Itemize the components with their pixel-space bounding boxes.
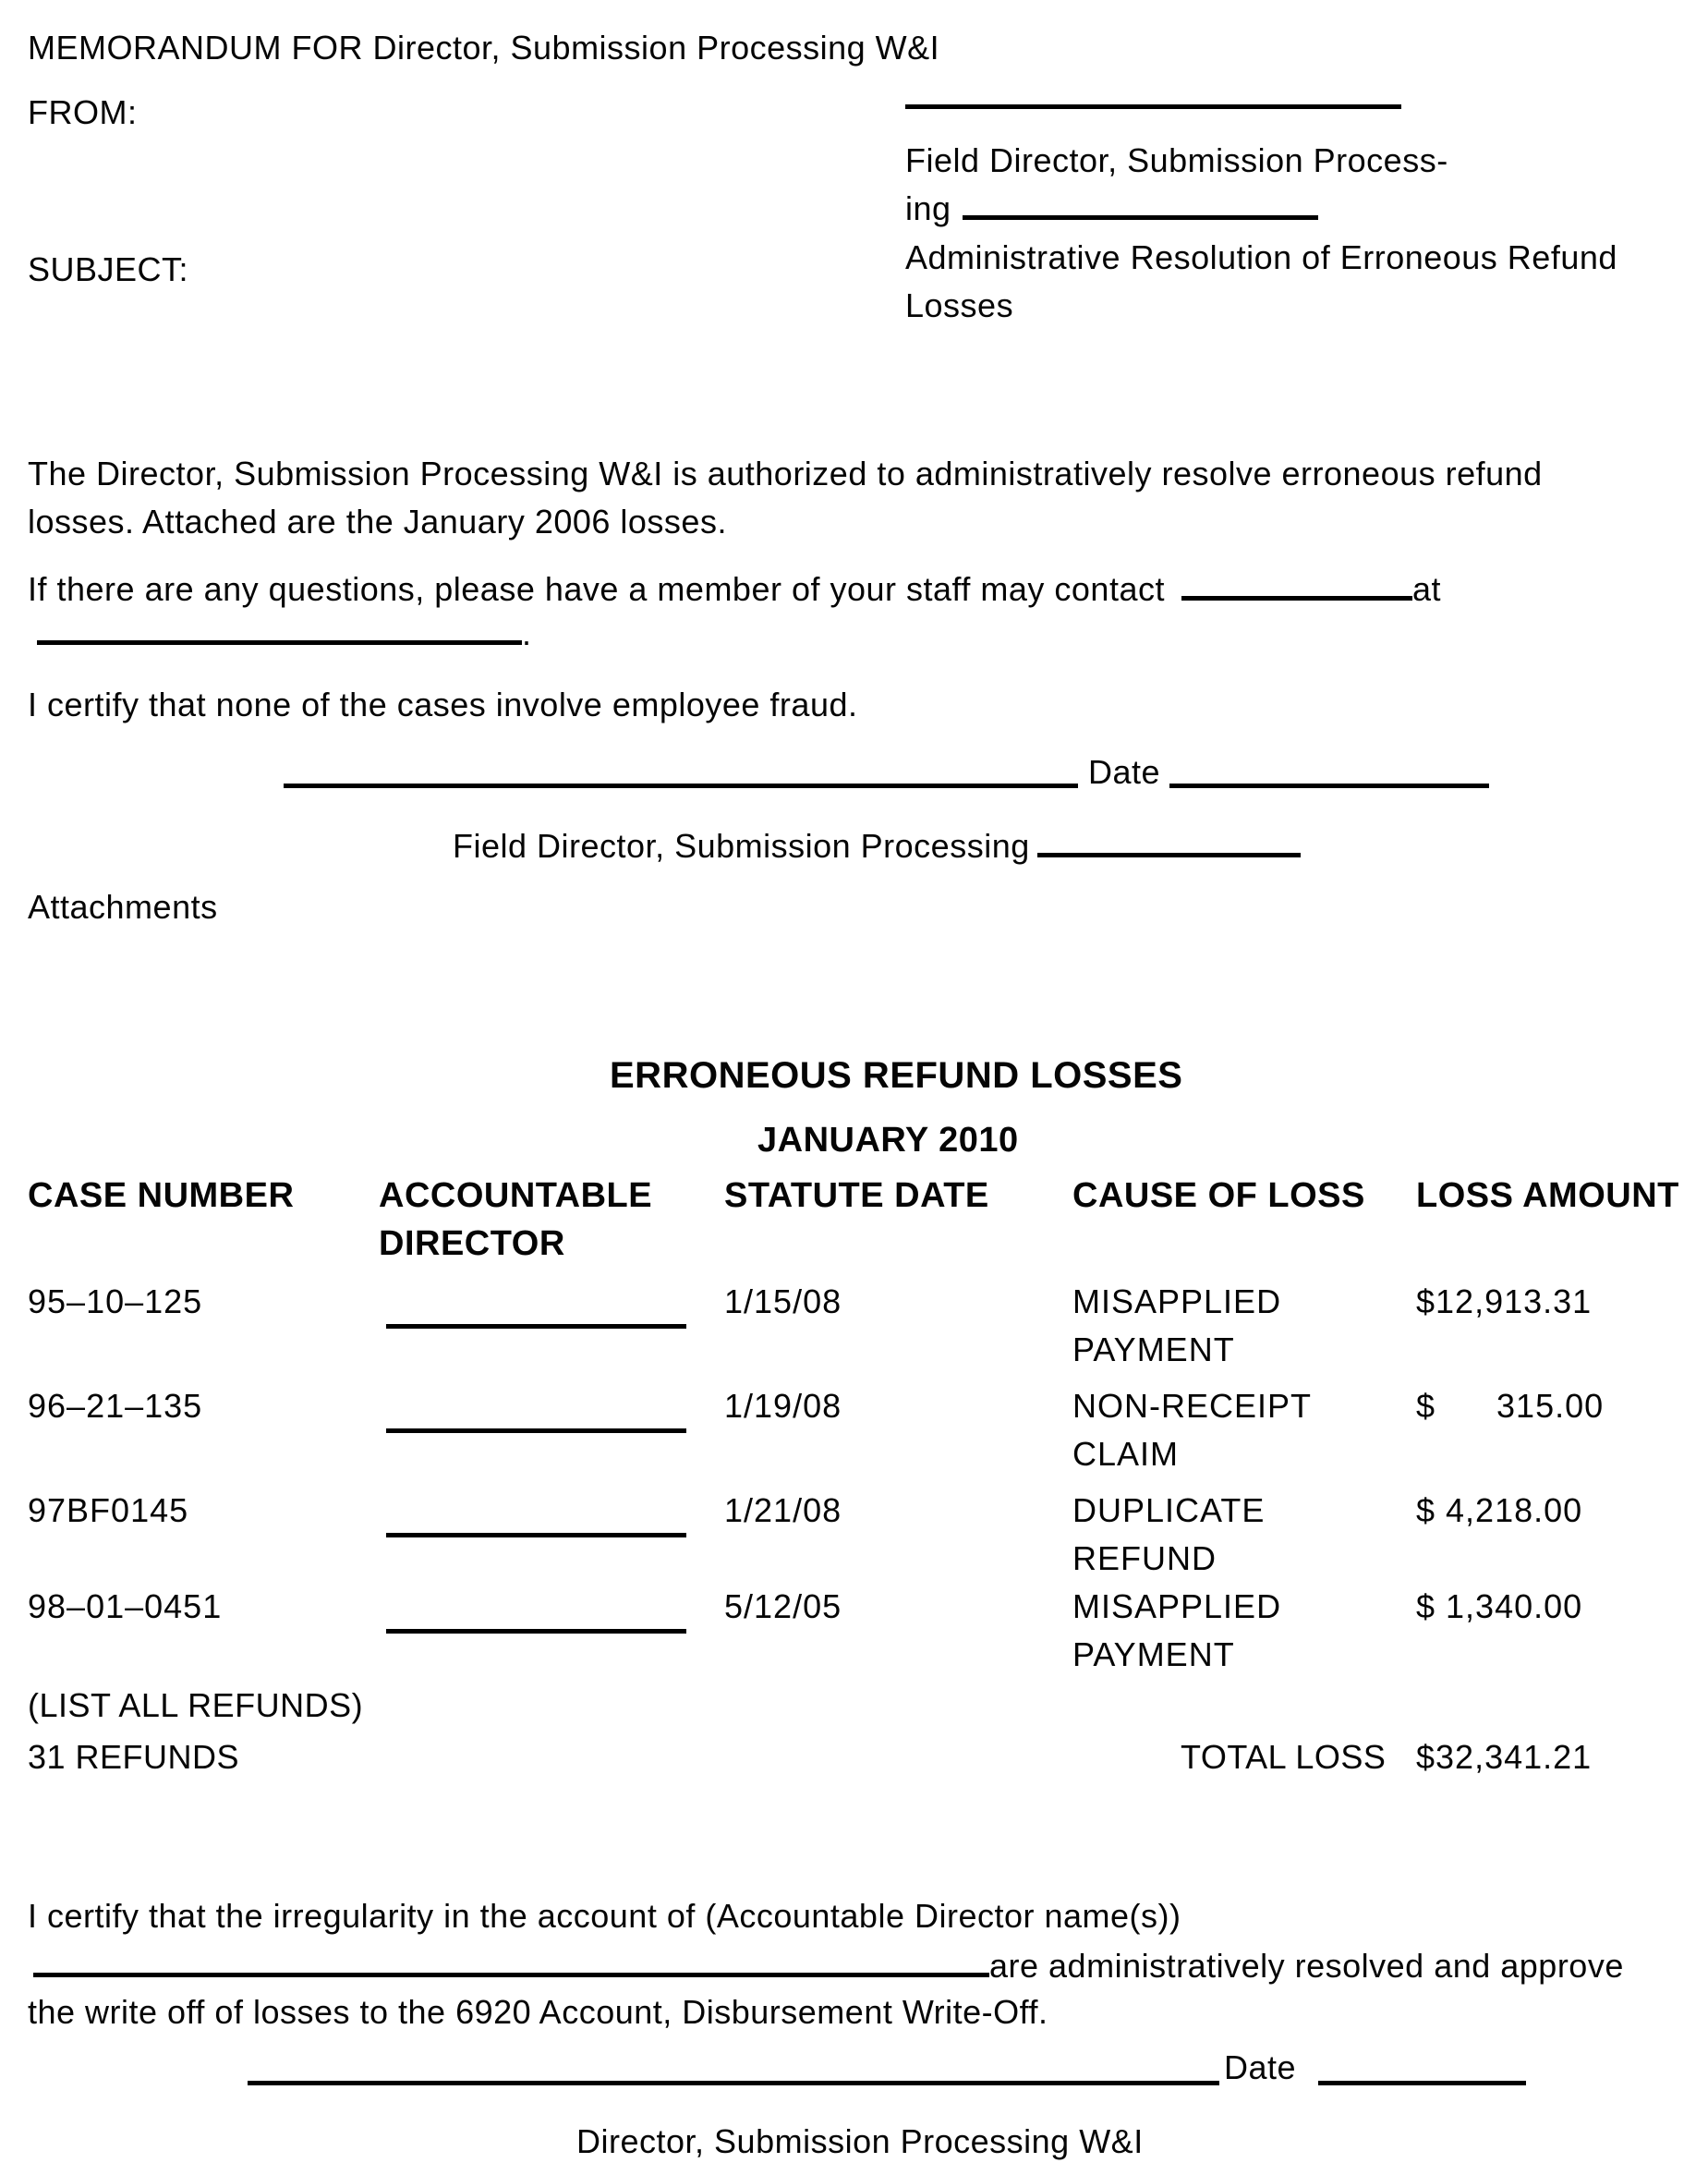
from-label: FROM:: [28, 93, 138, 131]
accountable-director-blank-line[interactable]: [386, 1533, 686, 1537]
attachments-label: Attachments: [28, 888, 218, 926]
phone-blank-terminator: .: [522, 614, 532, 652]
certify-irregularity-line3: the write off of losses to the 6920 Account, Disbursement Write-Off.: [28, 1993, 1048, 2031]
certify-irregularity-line1: I certify that the irregularity in the account of (Accountable Director name(s)): [28, 1897, 1181, 1935]
cause-of-loss-cell: MISAPPLIED PAYMENT: [1072, 1587, 1282, 1673]
questions-text: If there are any questions, please have a member of your staff may contact: [28, 570, 1165, 608]
cause-of-loss-cell: MISAPPLIED PAYMENT: [1072, 1282, 1282, 1368]
accountable-names-blank[interactable]: [33, 1945, 989, 1977]
memorandum-for-line: MEMORANDUM FOR Director, Submission Processing W&I: [28, 29, 940, 67]
date-blank-line[interactable]: [1169, 784, 1489, 788]
certify-resolved-suffix: are administratively resolved and approve: [989, 1947, 1624, 1985]
statute-date-cell: 5/12/05: [724, 1587, 842, 1625]
loss-amount-cell: $12,913.31: [1416, 1282, 1593, 1320]
accountable-director-blank-line[interactable]: [386, 1629, 686, 1634]
statute-date-cell: 1/19/08: [724, 1387, 842, 1425]
refund-count: 31 REFUNDS: [28, 1738, 240, 1776]
contact-name-blank[interactable]: [1181, 568, 1412, 601]
questions-paragraph: [28, 565, 1441, 614]
attachment-subtitle: JANUARY 2010: [757, 1121, 1019, 1160]
column-header-loss-amount: LOSS AMOUNT: [1416, 1176, 1679, 1215]
case-number-cell: 98–01–0451: [28, 1587, 223, 1625]
signature-title-blank[interactable]: [1037, 825, 1301, 857]
from-title-blank-line[interactable]: [963, 188, 1318, 220]
loss-amount-cell: $ 4,218.00: [1416, 1491, 1583, 1529]
date-label: Date: [1088, 753, 1161, 791]
field-director-signature-line[interactable]: [284, 784, 1078, 788]
director-date-blank-line[interactable]: [1318, 2081, 1526, 2085]
from-title-line2-text: ing: [905, 189, 951, 227]
column-header-case-number: CASE NUMBER: [28, 1176, 295, 1215]
from-title-line2: [905, 185, 1318, 233]
loss-amount-cell: $ 315.00: [1416, 1387, 1605, 1425]
subject-label: SUBJECT:: [28, 250, 189, 288]
statute-date-cell: 1/21/08: [724, 1491, 842, 1529]
column-header-statute-date: STATUTE DATE: [724, 1176, 989, 1215]
list-all-refunds-note: (LIST ALL REFUNDS): [28, 1686, 364, 1724]
accountable-director-blank-line[interactable]: [386, 1324, 686, 1329]
authorization-paragraph-line2: losses. Attached are the January 2006 losses.: [28, 503, 727, 541]
questions-at-suffix: at: [1411, 570, 1442, 608]
total-loss-amount: $32,341.21: [1416, 1738, 1593, 1776]
from-signature-line[interactable]: [905, 104, 1401, 109]
director-signoff-title: Director, Submission Processing W&I: [576, 2122, 1144, 2160]
subject-text-line1: Administrative Resolution of Erroneous Refund: [905, 238, 1617, 276]
contact-phone-blank[interactable]: [37, 613, 522, 645]
certify-no-fraud-text: I certify that none of the cases involve employee fraud.: [28, 686, 858, 723]
certify-irregularity-line2: [33, 1942, 1624, 1990]
cause-of-loss-cell: NON-RECEIPT CLAIM: [1072, 1387, 1312, 1473]
director-date-label: Date: [1224, 2048, 1297, 2086]
director-signature-line[interactable]: [248, 2081, 1219, 2085]
attachment-title: ERRONEOUS REFUND LOSSES: [610, 1055, 1183, 1096]
total-loss-label: TOTAL LOSS: [1181, 1738, 1387, 1776]
accountable-director-blank-line[interactable]: [386, 1428, 686, 1433]
loss-amount-cell: $ 1,340.00: [1416, 1587, 1583, 1625]
from-title-line1: Field Director, Submission Process-: [905, 141, 1448, 179]
cause-of-loss-cell: DUPLICATE REFUND: [1072, 1491, 1266, 1577]
case-number-cell: 95–10–125: [28, 1282, 203, 1320]
signature-title-row: [453, 822, 1301, 870]
contact-phone-row: [37, 610, 532, 658]
statute-date-cell: 1/15/08: [724, 1282, 842, 1320]
subject-text-line2: Losses: [905, 286, 1014, 324]
case-number-cell: 96–21–135: [28, 1387, 203, 1425]
case-number-cell: 97BF0145: [28, 1491, 189, 1529]
column-header-cause-of-loss: CAUSE OF LOSS: [1072, 1176, 1365, 1215]
column-header-accountable-director: ACCOUNTABLE DIRECTOR: [379, 1176, 653, 1263]
signature-title-text: Field Director, Submission Processing: [453, 827, 1030, 865]
authorization-paragraph-line1: The Director, Submission Processing W&I is authorized to administratively resolve erroneous refund: [28, 455, 1543, 492]
